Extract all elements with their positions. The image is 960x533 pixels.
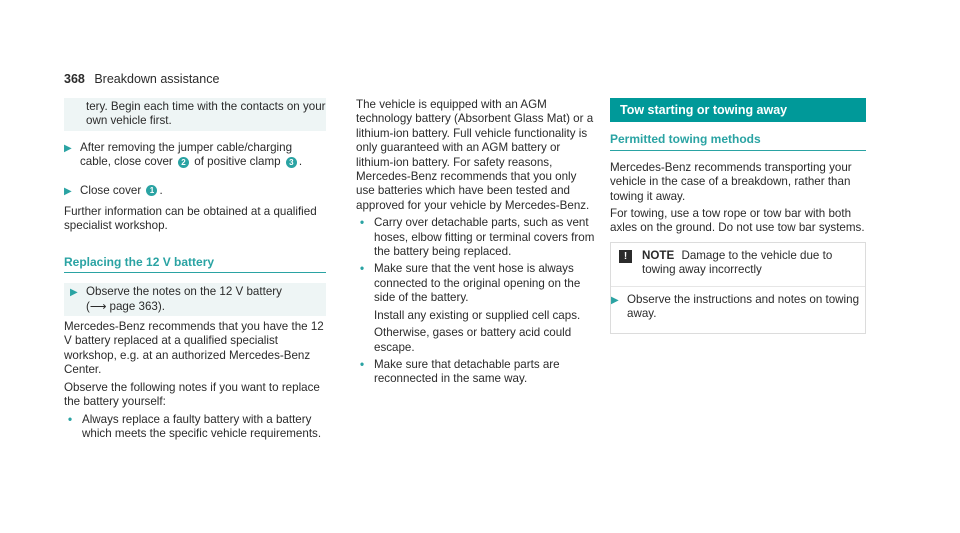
- step-triangle-icon: ▶: [611, 294, 619, 306]
- step-triangle-icon: ▶: [64, 142, 72, 154]
- note-label: NOTE: [642, 248, 675, 262]
- list-item: • Carry over detachable parts, such as vent hoses, elbow fitting or terminal covers from the battery being replaced.: [356, 216, 596, 259]
- list-item: • Make sure that the vent hose is always connected to the original opening on the side of the battery.: [356, 262, 596, 305]
- warning-exclamation-icon: !: [619, 250, 632, 263]
- page-number: 368: [64, 72, 85, 86]
- step-triangle-icon: ▶: [64, 185, 72, 197]
- note-text: Damage to the vehicle due to towing away incorrectly: [642, 248, 833, 277]
- column-right: [610, 98, 866, 334]
- page-reference-link[interactable]: page 363).: [109, 299, 165, 313]
- column-middle: [356, 98, 596, 390]
- agm-battery-text: The vehicle is equipped with an AGM technology battery (Absorbent Glass Mat) or a lithium-ion battery. Full vehicle functionality is only guaranteed with an AGM battery or lithium-ion battery. For safety reasons, Mercedes-Benz recommends that you only use batteries which have been tested and approved for your vehicle by Mercedes-Benz.: [356, 98, 594, 212]
- battery-notes-list: [64, 413, 326, 442]
- note-instruction-step: ▶ Observe the instructions and notes on towing away.: [611, 292, 860, 321]
- step-triangle-icon: ▶: [70, 287, 78, 299]
- towing-method-text: For towing, use a tow rope or tow bar with both axles on the ground. Do not use tow bar systems.: [610, 207, 865, 235]
- callout-1: 1: [146, 185, 157, 196]
- instruction-continued: tery. Begin each time with the contacts on your own vehicle first.: [64, 98, 326, 131]
- list-item: • Always replace a faulty battery with a battery which meets the specific vehicle requirements.: [64, 413, 326, 442]
- callout-2: 2: [178, 157, 189, 168]
- instruction-step-close: ▶ Close cover 1 .: [64, 182, 326, 201]
- battery-notes-list-continued: [356, 216, 596, 305]
- section-banner: Tow starting or towing away: [610, 98, 866, 122]
- observe-following-text: Observe the following notes if you want to replace the battery yourself:: [64, 380, 320, 409]
- section-title: Breakdown assistance: [94, 72, 220, 86]
- column-left: [64, 98, 326, 444]
- page-reference-arrow-icon: ⟶: [89, 299, 107, 313]
- escape-warning-text: Otherwise, gases or battery acid could escape.: [374, 326, 572, 354]
- towing-recommend-text: Mercedes-Benz recommends transporting your vehicle in the case of a breakdown, rather than towing it away.: [610, 160, 852, 203]
- list-item: • Make sure that detachable parts are reconnected in the same way.: [356, 358, 596, 387]
- recommend-text: Mercedes-Benz recommends that you have the 12 V battery replaced at a qualified specialist workshop, e.g. at an authorized Mercedes-Benz Center.: [64, 320, 324, 377]
- cell-caps-text: Install any existing or supplied cell caps.: [374, 308, 581, 322]
- instruction-step-remove: ▶ After removing the jumper cable/charging cable, close cover 2 of positive clamp 3 .: [64, 140, 303, 169]
- further-info-text: Further information can be obtained at a qualified specialist workshop.: [64, 205, 317, 233]
- note-box: [610, 242, 866, 335]
- callout-3: 3: [286, 157, 297, 168]
- instruction-step-observe: ▶ Observe the notes on the 12 V battery (⟶ page 363).: [64, 283, 326, 316]
- replacing-battery-heading: Replacing the 12 V battery: [64, 255, 326, 273]
- towing-methods-heading: Permitted towing methods: [610, 132, 866, 150]
- page-header: [64, 72, 219, 86]
